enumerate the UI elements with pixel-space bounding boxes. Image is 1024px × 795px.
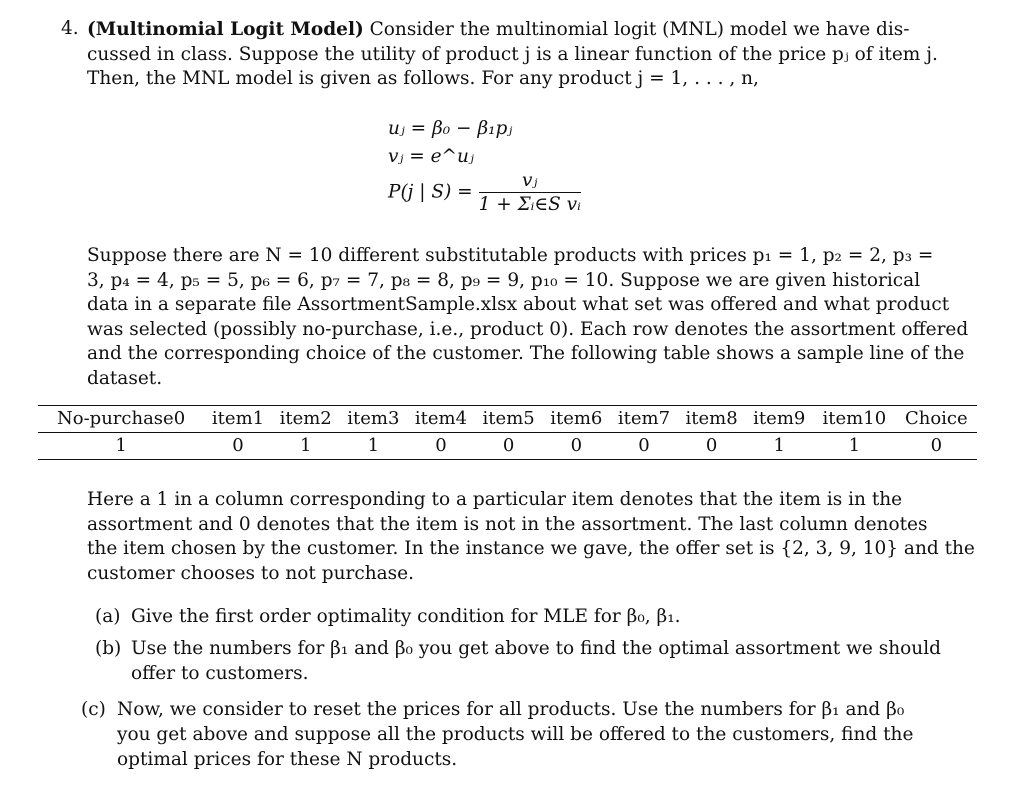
problem-number: 4. (61, 18, 79, 39)
body-line-6: dataset. (87, 367, 163, 389)
column-header: item5 (475, 406, 543, 433)
fraction-denominator: 1 + Σᵢ∈S vᵢ (478, 194, 581, 215)
question-a (95, 604, 905, 630)
question-b-line-1: Use the numbers for β₁ and β₀ you get above to find the optimal assortment we should (131, 638, 941, 659)
table-explanation (87, 488, 975, 586)
question-a-text: Give the first order optimality condition for MLE for β₀, β₁. (131, 606, 681, 627)
table-cell: 0 (678, 433, 746, 460)
table-cell: 0 (896, 433, 977, 460)
choice-probability-equation (388, 170, 581, 215)
probability-lhs: P(j | S) = (388, 181, 473, 203)
table-cell: 1 (340, 433, 408, 460)
table-cell: 1 (38, 433, 204, 460)
column-header: item9 (745, 406, 813, 433)
exp-utility-equation: vⱼ = e^uⱼ (388, 146, 474, 167)
column-header: No-purchase0 (38, 406, 204, 433)
column-header: item7 (610, 406, 678, 433)
question-b (95, 636, 941, 688)
column-header: Choice (896, 406, 977, 433)
intro-line-1: (Multinomial Logit Model) Consider the multinomial logit (MNL) model we have dis- (87, 19, 910, 40)
table-cell: 1 (813, 433, 896, 460)
question-b-line-2: offer to customers. (131, 663, 309, 684)
body-line-2: 3, p₄ = 4, p₅ = 5, p₆ = 6, p₇ = 7, p₈ = 8, p₉ = 9, p₁₀ = 10. Suppose we are given historical (87, 269, 921, 291)
table-cell: 0 (204, 433, 272, 460)
table-row (38, 433, 977, 460)
explain-line-3: the item chosen by the customer. In the instance we gave, the offer set is {2, 3, 9, 10} and the (87, 538, 975, 559)
question-a-label: (a) (95, 606, 121, 627)
table-cell: 0 (542, 433, 610, 460)
data-description (87, 244, 969, 391)
intro-line-2: cussed in class. Suppose the utility of product j is a linear function of the price pⱼ of item j. (87, 43, 938, 65)
body-line-1: Suppose there are N = 10 different substitutable products with prices p₁ = 1, p₂ = 2, p₃ = (87, 245, 934, 266)
explain-line-2: assortment and 0 denotes that the item is not in the assortment. The last column denotes (87, 513, 928, 535)
table-header-row (38, 406, 977, 433)
body-line-4: was selected (possibly no-purchase, i.e., product 0). Each row denotes the assortment offered (87, 318, 969, 340)
explain-line-4: customer chooses to not purchase. (87, 562, 414, 584)
column-header: item8 (678, 406, 746, 433)
explain-line-1: Here a 1 in a column corresponding to a particular item denotes that the item is in the (87, 489, 903, 510)
probability-fraction (479, 170, 581, 215)
column-header: item2 (272, 406, 340, 433)
column-header: item1 (204, 406, 272, 433)
question-c-line-1: Now, we consider to reset the prices for all products. Use the numbers for β₁ and β₀ (117, 699, 905, 720)
column-header: item4 (407, 406, 475, 433)
table-cell: 0 (407, 433, 475, 460)
question-c-label: (c) (81, 699, 106, 720)
question-b-label: (b) (95, 638, 122, 659)
question-c (81, 697, 914, 775)
body-line-3: data in a separate file AssortmentSample.xlsx about what set was offered and what product (87, 294, 950, 315)
intro-line-3: Then, the MNL model is given as follows. For any product j = 1, . . . , n, (87, 68, 759, 89)
table-cell: 1 (745, 433, 813, 460)
body-line-5: and the corresponding choice of the customer. The following table shows a sample line of the (87, 343, 965, 364)
column-header: item3 (340, 406, 408, 433)
problem-intro (87, 18, 938, 92)
table-cell: 0 (475, 433, 543, 460)
column-header: item6 (542, 406, 610, 433)
column-header: item10 (813, 406, 896, 433)
table-cell: 1 (272, 433, 340, 460)
question-c-line-2: you get above and suppose all the products will be offered to the customers, find the (117, 724, 914, 745)
table-cell: 0 (610, 433, 678, 460)
sample-data-table (38, 405, 977, 460)
question-c-line-3: optimal prices for these N products. (117, 749, 458, 770)
fraction-numerator: vⱼ (479, 170, 581, 193)
problem-title: (Multinomial Logit Model) (87, 19, 364, 40)
utility-equation: uⱼ = β₀ − β₁pⱼ (388, 118, 513, 139)
